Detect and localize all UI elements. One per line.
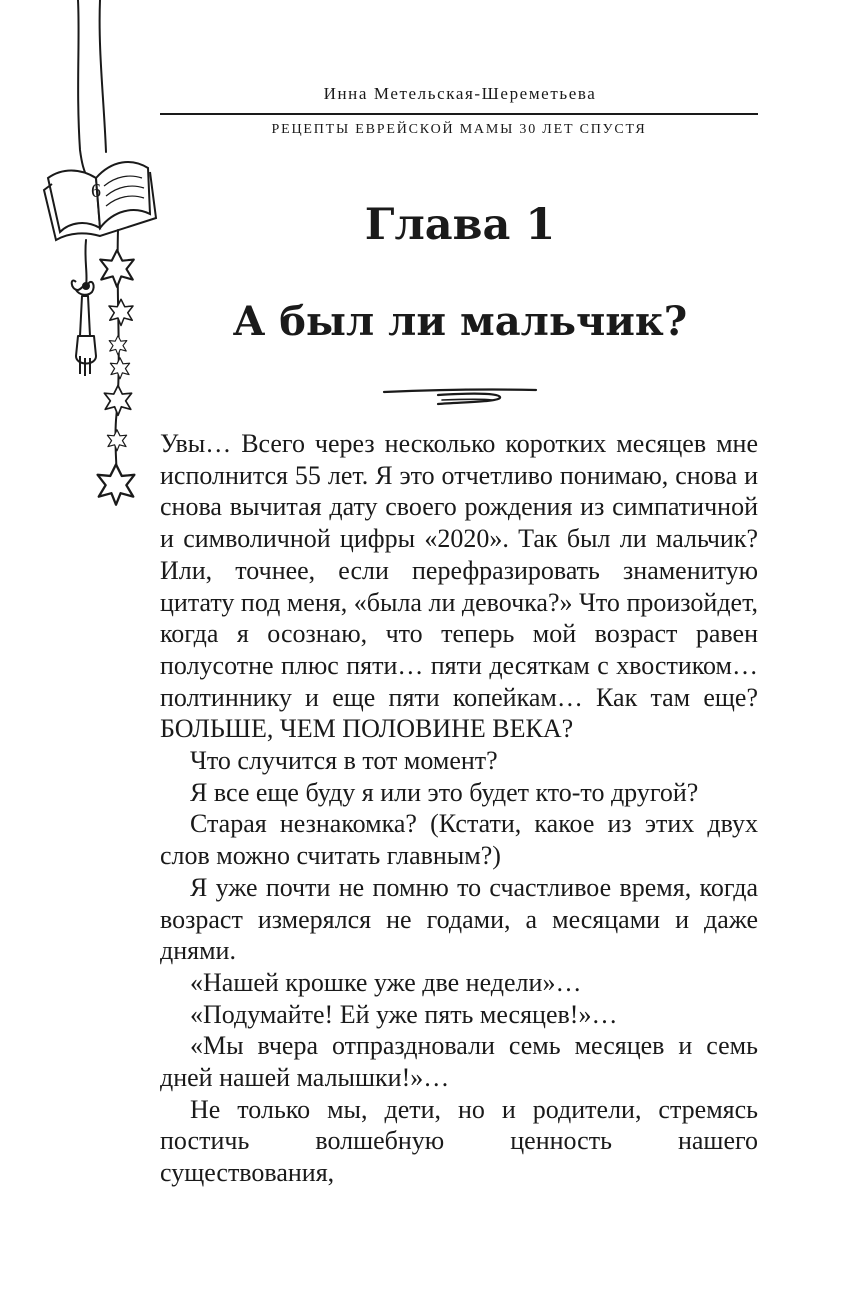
swash-divider-icon [380, 380, 540, 410]
star-icon [109, 336, 127, 355]
paragraph: Старая незнакомка? (Кстати, какое из этих двух слов можно считать главным?) [160, 809, 758, 871]
running-header-title: РЕЦЕПТЫ ЕВРЕЙСКОЙ МАМЫ 30 ЛЕТ СПУСТЯ [271, 122, 647, 137]
star-icon [100, 250, 134, 287]
page-number: 6 [91, 180, 101, 202]
paragraph: «Нашей крошке уже две недели»… [190, 967, 582, 997]
star-icon [104, 386, 131, 416]
paragraph: Я уже почти не помню то счастливое время, когда возраст измерялся не годами, а месяцами и даже днями. [160, 872, 758, 966]
star-icon [98, 464, 135, 504]
fork-icon [72, 281, 96, 376]
paragraph: Что случится в тот момент? [190, 746, 498, 776]
header-rule [160, 113, 758, 115]
star-icon [110, 358, 129, 379]
star-icon [107, 430, 126, 451]
paragraph: «Мы вчера отпраздновали семь месяцев и семь дней нашей малышки!»… [160, 1031, 758, 1093]
chapter-title: А был ли мальчик? [232, 298, 688, 345]
chapter-label: Глава 1 [364, 200, 556, 250]
chapter-body [160, 428, 758, 1189]
star-icon [109, 299, 133, 325]
paragraph: Я все еще буду я или это будет кто-то другой? [190, 777, 699, 807]
paragraph: Увы… Всего через несколько коротких месяцев мне исполнится 55 лет. Я это отчетливо понимаю, снова и снова вычитая дату своего рождения из симпатичной и символичной цифры «2020». Так был ли мальчик? Или, точнее, если перефразировать знаменитую цитату под меня, «была ли девочка?» Что произойдет, когда я осознаю, что теперь мой возраст равен полусотне плюс пяти… пяти десяткам с хвостиком… полтиннику и еще пяти копейкам… Как там еще? БОЛЬШЕ, ЧЕМ ПОЛОВИНЕ ВЕКА? [160, 429, 758, 744]
paragraph: «Подумайте! Ей уже пять месяцев!»… [190, 999, 618, 1029]
paragraph: Не только мы, дети, но и родители, стремясь постичь волшебную ценность нашего существования, [160, 1094, 758, 1188]
running-header-author: Инна Метельская-Шереметьева [323, 84, 597, 103]
